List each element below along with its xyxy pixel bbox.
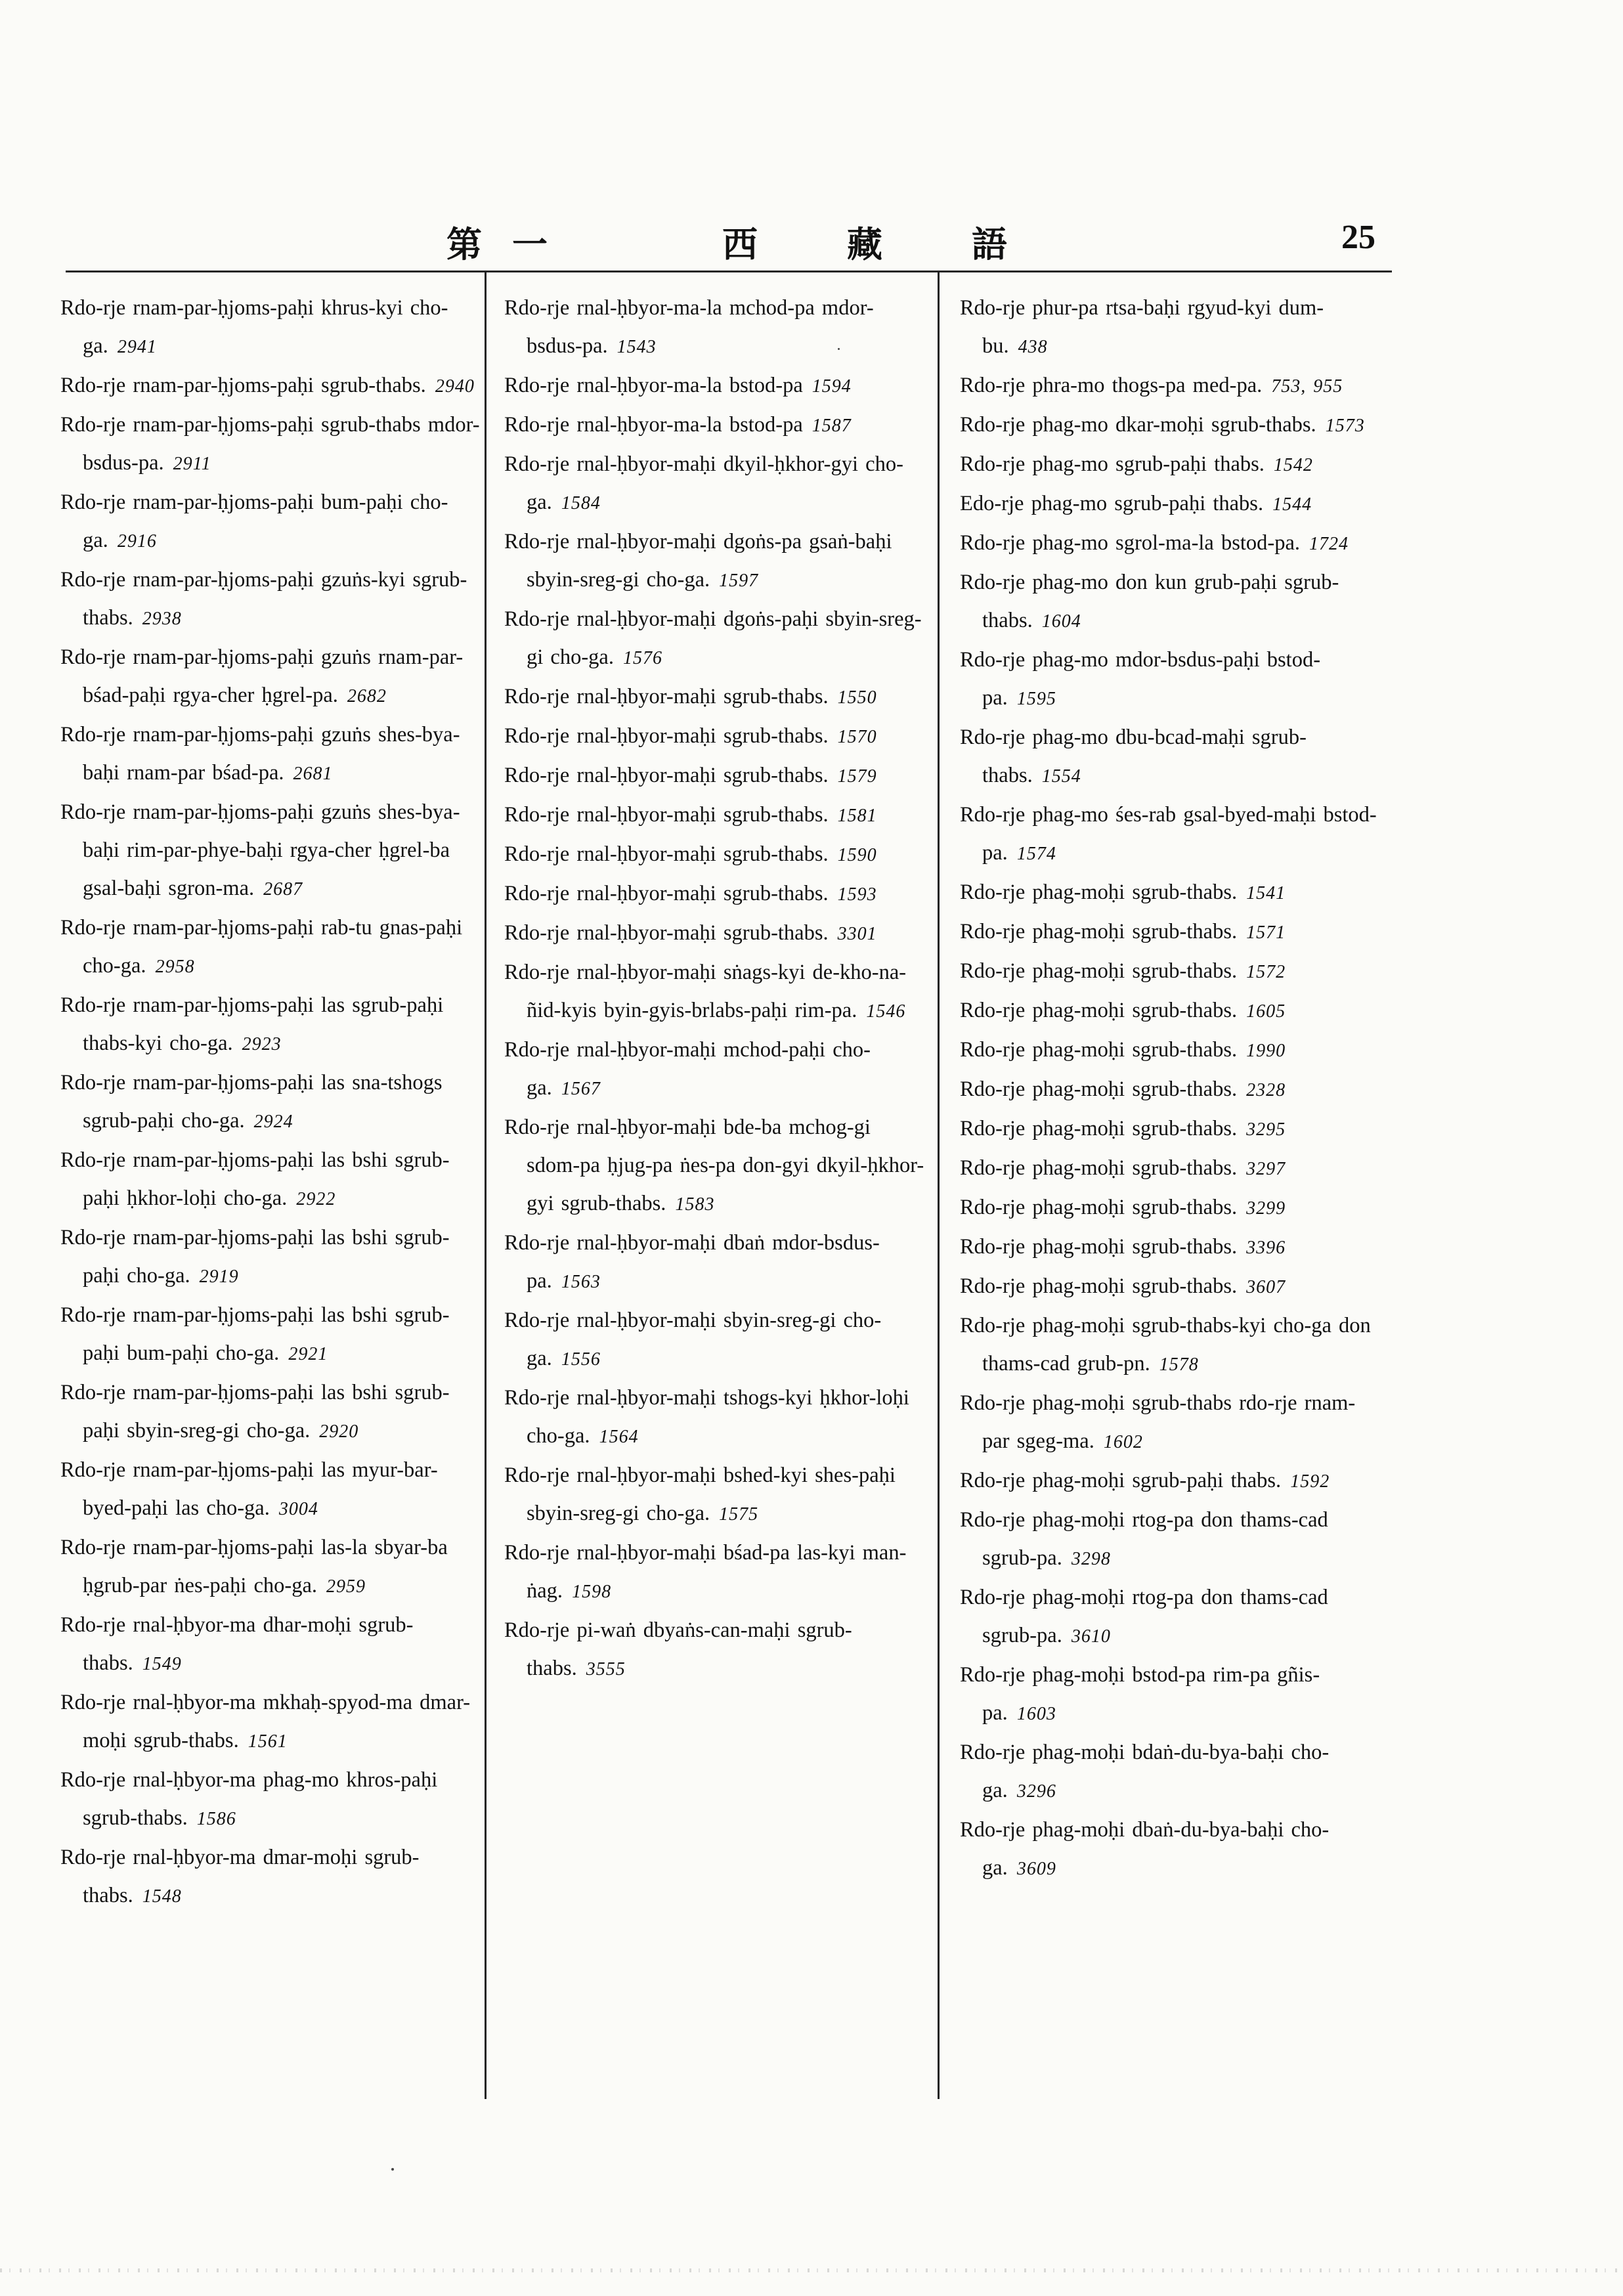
entry-title: Rdo-rje rnal-ḥbyor-maḥi sbyin-sreg-gi cho-ga. [504,1309,882,1370]
entry-title: Rdo-rje phra-mo thogs-pa med-pa. [960,374,1263,397]
index-entry [504,875,924,914]
entry-title: Rdo-rje rnam-par-ḥjoms-paḥi las bshi sgrub-paḥi cho-ga. [60,1226,450,1288]
index-entry [504,756,924,796]
entry-title: Rdo-rje rnal-ḥbyor-ma mkhaḥ-spyod-ma dmar-moḥi sgrub-thabs. [60,1691,471,1752]
entry-number: 1578 [1159,1354,1199,1375]
entry-title: Rdo-rje phag-moḥi dbaṅ-du-bya-baḥi cho-ga. [960,1818,1330,1880]
entry-number: 2328 [1246,1080,1286,1100]
entry-title: Rdo-rje phag-mo dbu-bcad-maḥi sgrub-thabs. [960,726,1307,787]
index-entry [960,1070,1380,1110]
index-entry [504,523,924,600]
index-entry [504,1301,924,1379]
entry-number: 1574 [1016,844,1056,864]
entry-number: 1576 [622,648,662,668]
entry-title: Rdo-rje phag-moḥi sgrub-thabs rdo-rje rnam-par sgeg-ma. [960,1391,1356,1453]
index-entry [504,600,924,678]
index-entry [960,952,1380,991]
entry-number: 1579 [837,766,877,787]
index-entry [60,1141,481,1219]
entry-number: 3004 [278,1499,318,1519]
entry-title: Rdo-rje rnam-par-ḥjoms-paḥi las-la sbyar-ba ḥgrub-par ṅes-paḥi cho-ga. [60,1536,448,1597]
entry-title: Rdo-rje rnal-ḥbyor-ma-la bstod-pa [504,374,803,397]
entry-number: 1546 [866,1001,906,1022]
index-entry [60,1606,481,1683]
entry-title: Rdo-rje rnam-par-ḥjoms-paḥi bum-paḥi cho-ga. [60,490,448,552]
index-entry [960,1307,1380,1384]
entry-title: Rdo-rje phag-moḥi sgrub-thabs. [960,880,1238,904]
index-entry [960,913,1380,952]
entry-number: 1603 [1016,1704,1056,1724]
entry-title: Rdo-rje phag-moḥi sgrub-thabs. [960,1196,1238,1219]
entry-title: Rdo-rje rnal-ḥbyor-maḥi sgrub-thabs. [504,842,829,866]
entry-title: Rdo-rje rnam-par-ḥjoms-paḥi las sna-tshogs sgrub-paḥi cho-ga. [60,1071,443,1133]
index-entry [504,1108,924,1224]
entry-title: Rdo-rje phag-mo don kun grub-paḥi sgrub-thabs. [960,571,1339,632]
entry-number: 1604 [1041,611,1081,632]
index-entry [504,445,924,523]
entry-number: 2682 [347,686,387,706]
entry-number: 1542 [1273,455,1313,475]
entry-number: 2941 [117,337,157,357]
entry-title: Rdo-rje rnal-ḥbyor-ma-la bstod-pa [504,413,803,437]
entry-number: 2916 [117,531,157,552]
entry-title: Rdo-rje rnal-ḥbyor-maḥi sgrub-thabs. [504,882,829,905]
index-column-1 [60,289,481,1916]
entry-number: 1573 [1325,416,1365,436]
entry-title: Rdo-rje phag-moḥi sgrub-thabs. [960,1235,1238,1259]
entry-title: Rdo-rje phag-mo sgrol-ma-la bstod-pa. [960,531,1301,555]
index-entry [60,1761,481,1838]
entry-number: 3396 [1246,1238,1286,1258]
entry-title: Rdo-rje rnal-ḥbyor-maḥi dbaṅ mdor-bsdus-pa. [504,1231,880,1293]
entry-title: Rdo-rje rnam-par-ḥjoms-paḥi gzuṅs shes-bya-baḥi rim-par-phye-baḥi rgya-cher ḥgrel-ba gsal-baḥi sgron-ma. [60,800,460,900]
index-entry [960,1384,1380,1462]
entry-number: 1554 [1041,766,1081,787]
entry-number: 2940 [435,376,475,397]
index-entry [504,1031,924,1108]
entry-title: Rdo-rje rnal-ḥbyor-ma phag-mo khros-paḥi sgrub-thabs. [60,1768,438,1830]
entry-number: 1584 [561,493,601,513]
entry-title: Rdo-rje pi-waṅ dbyaṅs-can-maḥi sgrub-thabs. [504,1618,852,1680]
index-entry [960,445,1380,485]
index-entry [960,1501,1380,1578]
entry-title: Rdo-rje phag-moḥi sgrub-thabs. [960,999,1238,1022]
entry-title: Rdo-rje rnal-ḥbyor-maḥi dgoṅs-paḥi sbyin-sreg-gi cho-ga. [504,607,922,669]
entry-number: 2938 [142,609,182,629]
column-divider-1 [485,271,487,2099]
entry-title: Rdo-rje rnal-ḥbyor-ma-la mchod-pa mdor-bsdus-pa. [504,296,874,358]
entry-title: Rdo-rje rnam-par-ḥjoms-paḥi rab-tu gnas-paḥi cho-ga. [60,916,463,978]
index-entry [960,873,1380,913]
index-entry [960,1228,1380,1267]
entry-title: Rdo-rje phag-moḥi sgrub-thabs. [960,1156,1238,1180]
entry-number: 3301 [837,924,877,944]
entry-number: 1572 [1246,962,1286,982]
index-entry [60,406,481,483]
entry-title: Rdo-rje rnam-par-ḥjoms-paḥi las bshi sgrub-paḥi sbyin-sreg-gi cho-ga. [60,1381,450,1442]
index-entry [960,1188,1380,1228]
entry-title: Rdo-rje rnal-ḥbyor-maḥi dgoṅs-pa gsaṅ-baḥi sbyin-sreg-gi cho-ga. [504,530,892,592]
index-entry [504,289,924,366]
entry-number: 2923 [242,1034,282,1054]
entry-title: Rdo-rje phag-moḥi sgrub-thabs. [960,1038,1238,1062]
entry-number: 1587 [812,416,852,436]
header-char-3: 西 [722,224,759,265]
entry-number: 1595 [1016,689,1056,709]
entry-number: 2958 [155,957,195,977]
index-entry [504,406,924,445]
entry-number: 2959 [326,1576,366,1597]
index-entry [960,366,1380,406]
index-entry [60,1838,481,1916]
entry-number: 1541 [1246,883,1286,903]
entry-title: Rdo-rje rnal-ḥbyor-ma dmar-moḥi sgrub-thabs. [60,1846,420,1907]
index-entry [504,1611,924,1689]
entry-title: Rdo-rje phag-moḥi sgrub-thabs. [960,1077,1238,1101]
entry-title: Rdo-rje rnam-par-ḥjoms-paḥi khrus-kyi cho-ga. [60,296,448,358]
entry-number: 438 [1018,337,1048,357]
entry-number: 1594 [812,376,852,397]
entry-number: 1556 [561,1349,601,1370]
index-entry [960,1110,1380,1149]
entry-number: 1563 [561,1272,601,1292]
entry-title: Rdo-rje rnal-ḥbyor-maḥi bshed-kyi shes-paḥi sbyin-sreg-gi cho-ga. [504,1463,896,1525]
index-entry [504,717,924,756]
entry-title: Rdo-rje phur-pa rtsa-baḥi rgyud-kyi dum-bu. [960,296,1324,358]
index-entry [60,561,481,638]
index-entry [504,1224,924,1301]
entry-title: Rdo-rje rnam-par-ḥjoms-paḥi sgrub-thabs mdor-bsdus-pa. [60,413,480,475]
entry-number: 1990 [1246,1041,1286,1061]
index-entry [60,483,481,561]
entry-number: 1724 [1309,534,1349,554]
entry-title: Rdo-rje phag-moḥi bstod-pa rim-pa gñis-pa. [960,1663,1320,1725]
entry-number: 1598 [572,1582,612,1602]
scan-speck [838,348,840,350]
index-entry [960,718,1380,796]
entry-title: Edo-rje phag-mo sgrub-paḥi thabs. [960,492,1264,515]
entry-number: 2920 [319,1421,359,1442]
index-entry [60,986,481,1064]
entry-title: Rdo-rje rnal-ḥbyor-maḥi sṅags-kyi de-kho-na-ñid-kyis byin-gyis-brlabs-paḥi rim-pa. [504,961,907,1022]
index-entry [960,1733,1380,1811]
entry-number: 2921 [288,1344,328,1364]
index-entry [504,953,924,1031]
entry-title: Rdo-rje rnam-par-ḥjoms-paḥi las bshi sgrub-paḥi ḥkhor-loḥi cho-ga. [60,1148,450,1210]
entry-number: 1586 [196,1809,236,1829]
index-entry [960,991,1380,1031]
index-entry [60,1296,481,1374]
scan-speck [391,2168,394,2171]
entry-number: 2924 [253,1112,293,1132]
entry-title: Rdo-rje rnam-par-ḥjoms-paḥi las sgrub-paḥi thabs-kyi cho-ga. [60,993,444,1055]
entry-title: Rdo-rje rnam-par-ḥjoms-paḥi sgrub-thabs. [60,374,426,397]
entry-number: 3607 [1246,1277,1286,1297]
index-entry [60,289,481,366]
entry-number: 1593 [837,884,877,905]
index-column-3 [960,289,1380,1888]
index-entry [960,1656,1380,1733]
index-entry [504,678,924,717]
entry-title: Rdo-rje rnam-par-ḥjoms-paḥi gzuṅs-kyi sgrub-thabs. [60,568,467,630]
index-entry [960,289,1380,366]
entry-title: Rdo-rje rnal-ḥbyor-maḥi sgrub-thabs. [504,724,829,748]
entry-title: Rdo-rje rnal-ḥbyor-maḥi sgrub-thabs. [504,803,829,827]
index-entry [60,638,481,716]
entry-title: Rdo-rje rnal-ḥbyor-ma dhar-moḥi sgrub-thabs. [60,1613,414,1675]
index-entry [960,641,1380,718]
index-entry [960,563,1380,641]
entry-number: 3610 [1071,1626,1111,1647]
entry-title: Rdo-rje phag-moḥi sgrub-paḥi thabs. [960,1469,1282,1492]
entry-number: 1575 [719,1504,759,1525]
index-entry [504,1534,924,1611]
index-entry [60,1374,481,1451]
entry-number: 2911 [173,454,211,474]
entry-number: 1548 [142,1886,182,1907]
entry-number: 3609 [1016,1859,1056,1879]
entry-number: 3555 [586,1659,626,1679]
header-char-5: 語 [972,224,1008,265]
index-entry [60,1064,481,1141]
entry-number: 3299 [1246,1198,1286,1219]
index-entry [504,796,924,835]
entry-title: Rdo-rje rnal-ḥbyor-maḥi tshogs-kyi ḥkhor-loḥi cho-ga. [504,1386,909,1448]
index-entry [504,1379,924,1456]
entry-number: 2687 [263,879,303,899]
index-entry [60,1451,481,1528]
index-entry [960,1462,1380,1501]
index-entry [960,796,1380,873]
entry-number: 1561 [248,1731,288,1752]
index-entry [60,1219,481,1296]
header-rule [66,271,1392,272]
entry-title: Rdo-rje rnal-ḥbyor-maḥi sgrub-thabs. [504,764,829,787]
index-entry [960,406,1380,445]
header-char-4: 藏 [847,224,884,265]
entry-number: 2922 [296,1189,336,1209]
index-entry [960,1578,1380,1656]
entry-title: Rdo-rje rnam-par-ḥjoms-paḥi las myur-bar-byed-paḥi las cho-ga. [60,1458,438,1520]
entry-number: 1581 [837,806,877,826]
entry-title: Rdo-rje phag-mo mdor-bsdus-paḥi bstod-pa. [960,648,1321,710]
entry-number: 1605 [1246,1001,1286,1022]
entry-number: 1571 [1246,922,1286,943]
entry-number: 3297 [1246,1159,1286,1179]
entry-number: 1543 [617,337,657,357]
index-entry [504,366,924,406]
index-entry [960,485,1380,524]
entry-number: 2681 [293,764,333,784]
entry-title: Rdo-rje phag-moḥi bdaṅ-du-bya-baḥi cho-ga. [960,1741,1330,1802]
entry-number: 3296 [1016,1781,1056,1802]
entry-title: Rdo-rje rnal-ḥbyor-maḥi sgrub-thabs. [504,921,829,945]
entry-title: Rdo-rje phag-moḥi rtog-pa don thams-cad sgrub-pa. [960,1586,1328,1647]
entry-title: Rdo-rje phag-moḥi sgrub-thabs-kyi cho-ga don thams-cad grub-pn. [960,1314,1371,1375]
entry-number: 1597 [719,571,759,591]
column-divider-2 [938,271,940,2099]
scan-edge-noise [0,2268,1623,2272]
index-entry [960,1267,1380,1307]
entry-number: 1544 [1272,494,1312,515]
header-char-2: 一 [512,224,549,265]
entry-number: 3298 [1071,1549,1111,1569]
entry-number: 1567 [561,1079,601,1099]
entry-number: 1550 [837,687,877,708]
index-entry [504,835,924,875]
entry-title: Rdo-rje rnal-ḥbyor-maḥi dkyil-ḥkhor-gyi cho-ga. [504,452,903,514]
entry-number: 1602 [1103,1432,1143,1452]
entry-number: 1590 [837,845,877,865]
entry-title: Rdo-rje rnal-ḥbyor-maḥi bde-ba mchog-gi sdom-pa ḥjug-pa ṅes-pa don-gyi dkyil-ḥkhor-gyi sgrub-thabs. [504,1116,924,1215]
entry-title: Rdo-rje rnal-ḥbyor-maḥi sgrub-thabs. [504,685,829,708]
page-number: 25 [1341,219,1375,256]
entry-number: 2919 [199,1267,239,1287]
entry-number: 1592 [1290,1471,1330,1492]
entry-title: Rdo-rje phag-mo śes-rab gsal-byed-maḥi bstod-pa. [960,803,1377,865]
header-char-1: 第 [446,224,483,265]
entry-title: Rdo-rje phag-moḥi sgrub-thabs. [960,1274,1238,1298]
entry-title: Rdo-rje rnam-par-ḥjoms-paḥi gzuṅs rnam-par-bśad-paḥi rgya-cher ḥgrel-pa. [60,645,464,707]
entry-title: Rdo-rje phag-moḥi sgrub-thabs. [960,1117,1238,1140]
entry-title: Rdo-rje phag-moḥi rtog-pa don thams-cad sgrub-pa. [960,1508,1328,1570]
entry-number: 1583 [675,1194,715,1215]
index-entry [960,1031,1380,1070]
entry-title: Rdo-rje rnal-ḥbyor-maḥi bśad-pa las-kyi man-ṅag. [504,1541,907,1603]
entry-title: Rdo-rje phag-mo dkar-moḥi sgrub-thabs. [960,413,1316,437]
entry-number: 1570 [837,727,877,747]
entry-number: 1549 [142,1654,182,1674]
index-entry [60,366,481,406]
entry-title: Rdo-rje rnam-par-ḥjoms-paḥi gzuṅs shes-bya-baḥi rnam-par bśad-pa. [60,723,460,785]
entry-title: Rdo-rje phag-mo sgrub-paḥi thabs. [960,452,1265,476]
index-entry [960,1811,1380,1888]
index-entry [60,716,481,793]
index-entry [504,1456,924,1534]
entry-title: Rdo-rje phag-moḥi sgrub-thabs. [960,920,1238,943]
index-entry [60,1528,481,1606]
index-entry [60,909,481,986]
index-entry [60,793,481,909]
entry-number: 1564 [599,1427,639,1447]
entry-number: 3295 [1246,1119,1286,1140]
entry-number: 753, 955 [1271,376,1343,397]
index-entry [504,914,924,953]
entry-title: Rdo-rje phag-moḥi sgrub-thabs. [960,959,1238,983]
index-entry [960,524,1380,563]
entry-title: Rdo-rje rnam-par-ḥjoms-paḥi las bshi sgrub-paḥi bum-paḥi cho-ga. [60,1303,450,1365]
index-entry [60,1683,481,1761]
index-entry [960,1149,1380,1188]
page-header [66,197,1392,276]
entry-title: Rdo-rje rnal-ḥbyor-maḥi mchod-paḥi cho-ga. [504,1038,871,1100]
index-column-2 [504,289,924,1689]
